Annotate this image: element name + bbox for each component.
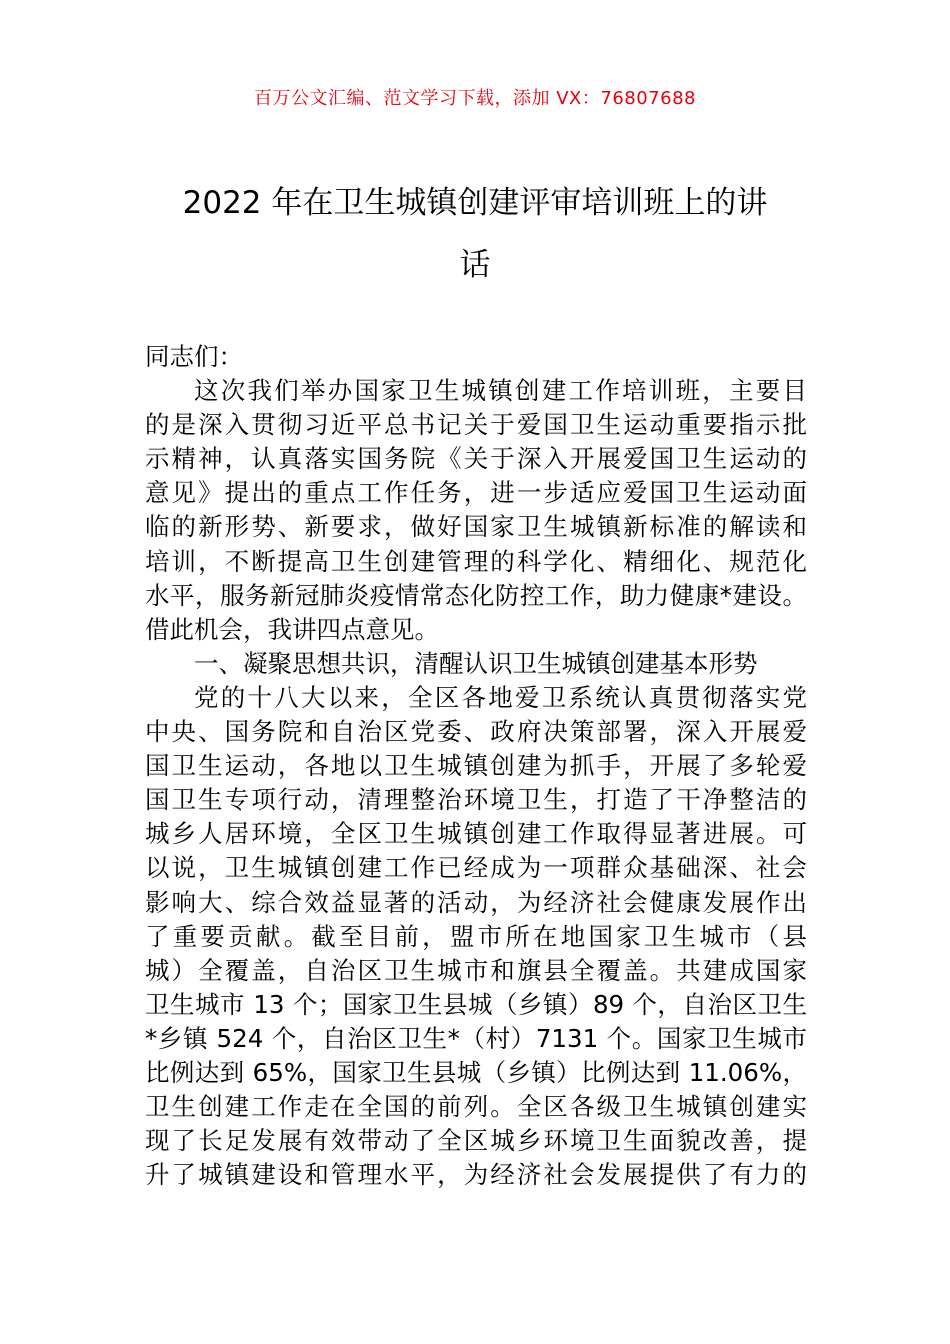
body-line: 借此机会，我讲四点意见。: [145, 614, 439, 644]
body-line: 培训，不断提高卫生创建管理的科学化、精细化、规范化: [145, 546, 807, 576]
body-line: 这次我们举办国家卫生城镇创建工作培训班，主要目: [194, 376, 807, 406]
body-line: 现了长足发展有效带动了全区城乡环境卫生面貌改善，提: [145, 1126, 807, 1156]
body-line: 国卫生专项行动，清理整治环境卫生，打造了干净整洁的: [145, 785, 807, 815]
body-line: *乡镇 524 个，自治区卫生*（村）7131 个。国家卫生城市: [145, 1023, 807, 1053]
body-line: 临的新形势、新要求，做好国家卫生城镇新标准的解读和: [145, 512, 807, 542]
body-line: 卫生创建工作走在全国的前列。全区各级卫生城镇创建实: [145, 1092, 807, 1122]
document-body: [145, 340, 807, 1192]
title-line-2: 话: [459, 247, 491, 283]
body-line: 影响大、综合效益显著的活动，为经济社会健康发展作出: [145, 887, 807, 917]
body-line: 水平，服务新冠肺炎疫情常态化防控工作，助力健康*建设。: [145, 580, 807, 610]
body-line: 同志们：: [145, 342, 243, 371]
body-line: 卫生城市 13 个；国家卫生县城（乡镇）89 个，自治区卫生: [145, 989, 807, 1019]
body-line: 城）全覆盖，自治区卫生城市和旗县全覆盖。共建成国家: [145, 955, 807, 985]
body-line: 升了城镇建设和管理水平，为经济社会发展提供了有力的: [145, 1160, 807, 1190]
body-line: 比例达到 65%，国家卫生县城（乡镇）比例达到 11.06%，: [145, 1057, 807, 1087]
body-line: 党的十八大以来，全区各地爱卫系统认真贯彻落实党: [194, 682, 807, 712]
body-line: 城乡人居环境，全区卫生城镇创建工作取得显著进展。可: [145, 819, 807, 849]
title-line-1: 2022 年在卫生城镇创建评审培训班上的讲: [182, 185, 768, 221]
body-line: 示精神，认真落实国务院《关于深入开展爱国卫生运动的: [145, 444, 807, 474]
document-title: [140, 172, 810, 296]
body-line: 一、凝聚思想共识，清醒认识卫生城镇创建基本形势: [194, 648, 758, 678]
header-watermark-note: 百万公文汇编、范文学习下载，添加 VX：76807688: [254, 88, 696, 109]
body-line: 中央、国务院和自治区党委、政府决策部署，深入开展爱: [145, 717, 807, 747]
body-line: 意见》提出的重点工作任务，进一步适应爱国卫生运动面: [145, 478, 807, 508]
body-line: 国卫生运动，各地以卫生城镇创建为抓手，开展了多轮爱: [145, 751, 807, 781]
body-line: 的是深入贯彻习近平总书记关于爱国卫生运动重要指示批: [145, 410, 807, 440]
body-line: 以说，卫生城镇创建工作已经成为一项群众基础深、社会: [145, 853, 807, 883]
body-line: 了重要贡献。截至目前，盟市所在地国家卫生城市（县: [145, 921, 807, 951]
